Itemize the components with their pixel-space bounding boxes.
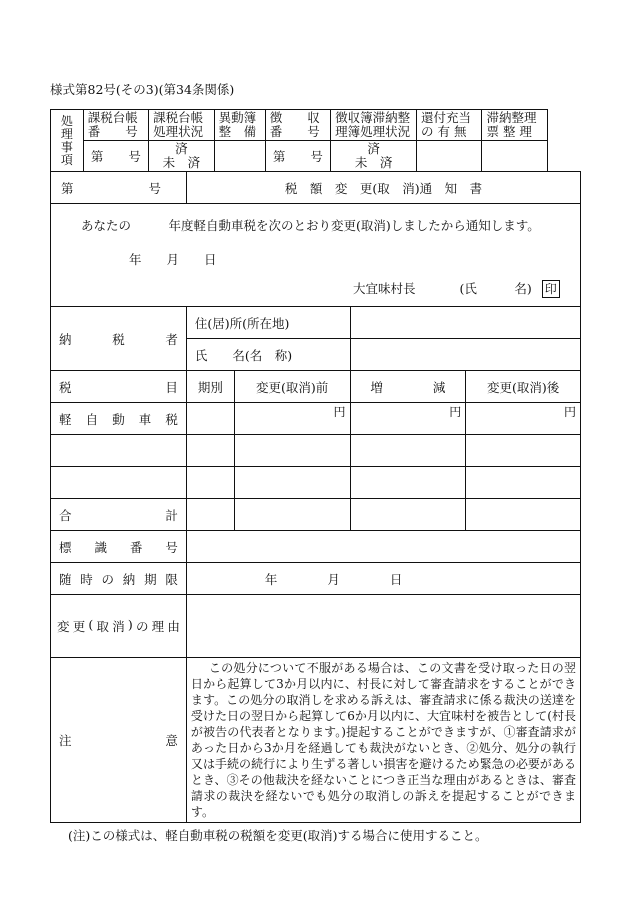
footer-note: (注)この様式は、軽自動車税の税額を変更(取消)する場合に使用すること。 — [68, 828, 488, 843]
blank-row-label — [51, 467, 187, 499]
notice-body — [51, 204, 581, 307]
notice-title: 税 額 変 更(取 消)通 知 書 — [186, 172, 580, 204]
plate-number-field[interactable] — [186, 531, 580, 563]
cell-ledger-number[interactable]: 第 号 — [83, 141, 148, 172]
change-amount[interactable]: 円 — [350, 403, 466, 435]
period-cell[interactable] — [186, 499, 234, 531]
header-after: 変更(取消)後 — [466, 371, 581, 403]
address-label: 住(居)所(所在地) — [186, 307, 350, 339]
name-label: 氏 名(名 称) — [186, 339, 350, 371]
before-amount[interactable] — [234, 435, 350, 467]
cell-collection-status[interactable]: 済 未 済 — [331, 141, 417, 172]
change-total[interactable] — [350, 499, 466, 531]
after-amount[interactable]: 円 — [466, 403, 581, 435]
notice-number-cell — [51, 172, 187, 204]
header-change: 増 減 — [350, 371, 466, 403]
before-amount[interactable] — [234, 467, 350, 499]
after-total[interactable] — [466, 499, 581, 531]
address-field[interactable] — [350, 307, 581, 339]
period-cell[interactable] — [186, 435, 234, 467]
cell-arrears[interactable] — [482, 141, 548, 172]
issuer-line — [353, 279, 560, 298]
period-cell[interactable] — [186, 467, 234, 499]
before-amount[interactable]: 円 — [234, 403, 350, 435]
processing-table — [50, 109, 548, 172]
plate-number-label: 標 識 番 号 — [51, 531, 187, 563]
header-refund: 還付充当 の 有 無 — [417, 110, 482, 141]
form-number-title: 様式第82号(その3)(第34条関係) — [50, 82, 235, 97]
due-date-label: 随 時 の 納 期 限 — [51, 563, 187, 595]
header-arrears: 滞納整理 票 整 理 — [482, 110, 548, 141]
header-period: 期別 — [186, 371, 234, 403]
processing-label: 処理事項 — [51, 110, 84, 172]
after-amount[interactable] — [466, 435, 581, 467]
header-before: 変更(取消)前 — [234, 371, 350, 403]
header-collection-number: 徴 収 番 号 — [265, 110, 330, 141]
due-date-field[interactable] — [186, 563, 580, 595]
cell-change-book[interactable] — [214, 141, 265, 172]
header-change-book: 異動簿 整 備 — [214, 110, 265, 141]
reason-label: 変 更 ( 取 消 ) の 理 由 — [51, 595, 187, 658]
header-tax-ledger-status: 課税台帳 処理状況 — [149, 110, 214, 141]
cell-collection-number[interactable]: 第 号 — [265, 141, 330, 172]
due-date-value: 年 月 日 — [264, 571, 403, 587]
notice-number-label: 第 号 — [61, 180, 162, 196]
change-amount[interactable] — [350, 467, 466, 499]
reason-field[interactable] — [186, 595, 580, 658]
notice-message: あなたの 年度軽自動車税を次のとおり変更(取消)しましたから通知します。 — [81, 218, 540, 233]
header-tax-ledger-number: 課税台帳 番 号 — [83, 110, 148, 141]
after-amount[interactable] — [466, 467, 581, 499]
notes-label: 注 意 — [51, 658, 187, 823]
notice-table — [50, 171, 581, 823]
cell-ledger-status[interactable]: 済 未 済 — [149, 141, 214, 172]
taxpayer-label: 納 税 者 — [51, 307, 187, 371]
name-field[interactable] — [350, 339, 581, 371]
blank-row-label — [51, 435, 187, 467]
period-cell[interactable] — [186, 403, 234, 435]
cell-refund[interactable] — [417, 141, 482, 172]
total-label: 合 計 — [51, 499, 187, 531]
light-vehicle-tax-label: 軽 自 動 車 税 — [51, 403, 187, 435]
before-total[interactable] — [234, 499, 350, 531]
seal-mark: 印 — [542, 280, 560, 298]
change-amount[interactable] — [350, 435, 466, 467]
notice-date: 年 月 日 — [129, 252, 217, 267]
tax-item-label: 税 目 — [51, 371, 187, 403]
header-collection-status: 徴収簿滞納整 理簿処理状況 — [331, 110, 417, 141]
issuer-name-field: (氏 名) — [459, 281, 532, 296]
notes-text: この処分について不服がある場合は、この文書を受け取った日の翌日から起算して3か月以内に、村長に対して審査請求をすることができます。この処分の取消しを求める訴えは、審査請求に係る裁決の送達を受けた日の翌日から起算して6か月以内に、大宜味村を被告として(村長が被告の代表者となります。)提起することができますが、①審査請求があった日から3か月を経過しても裁決がないとき、②処分、処分の執行又は手続の続行により生ずる著しい損害を避けるため緊急の必要があるとき、③その他裁決を経ないことにつき正当な理由があるときは、審査請求の裁決を経ないでも処分の取消しの訴えを提起することができます。 — [186, 658, 580, 823]
issuer-name: 大宜味村長 — [353, 281, 416, 296]
